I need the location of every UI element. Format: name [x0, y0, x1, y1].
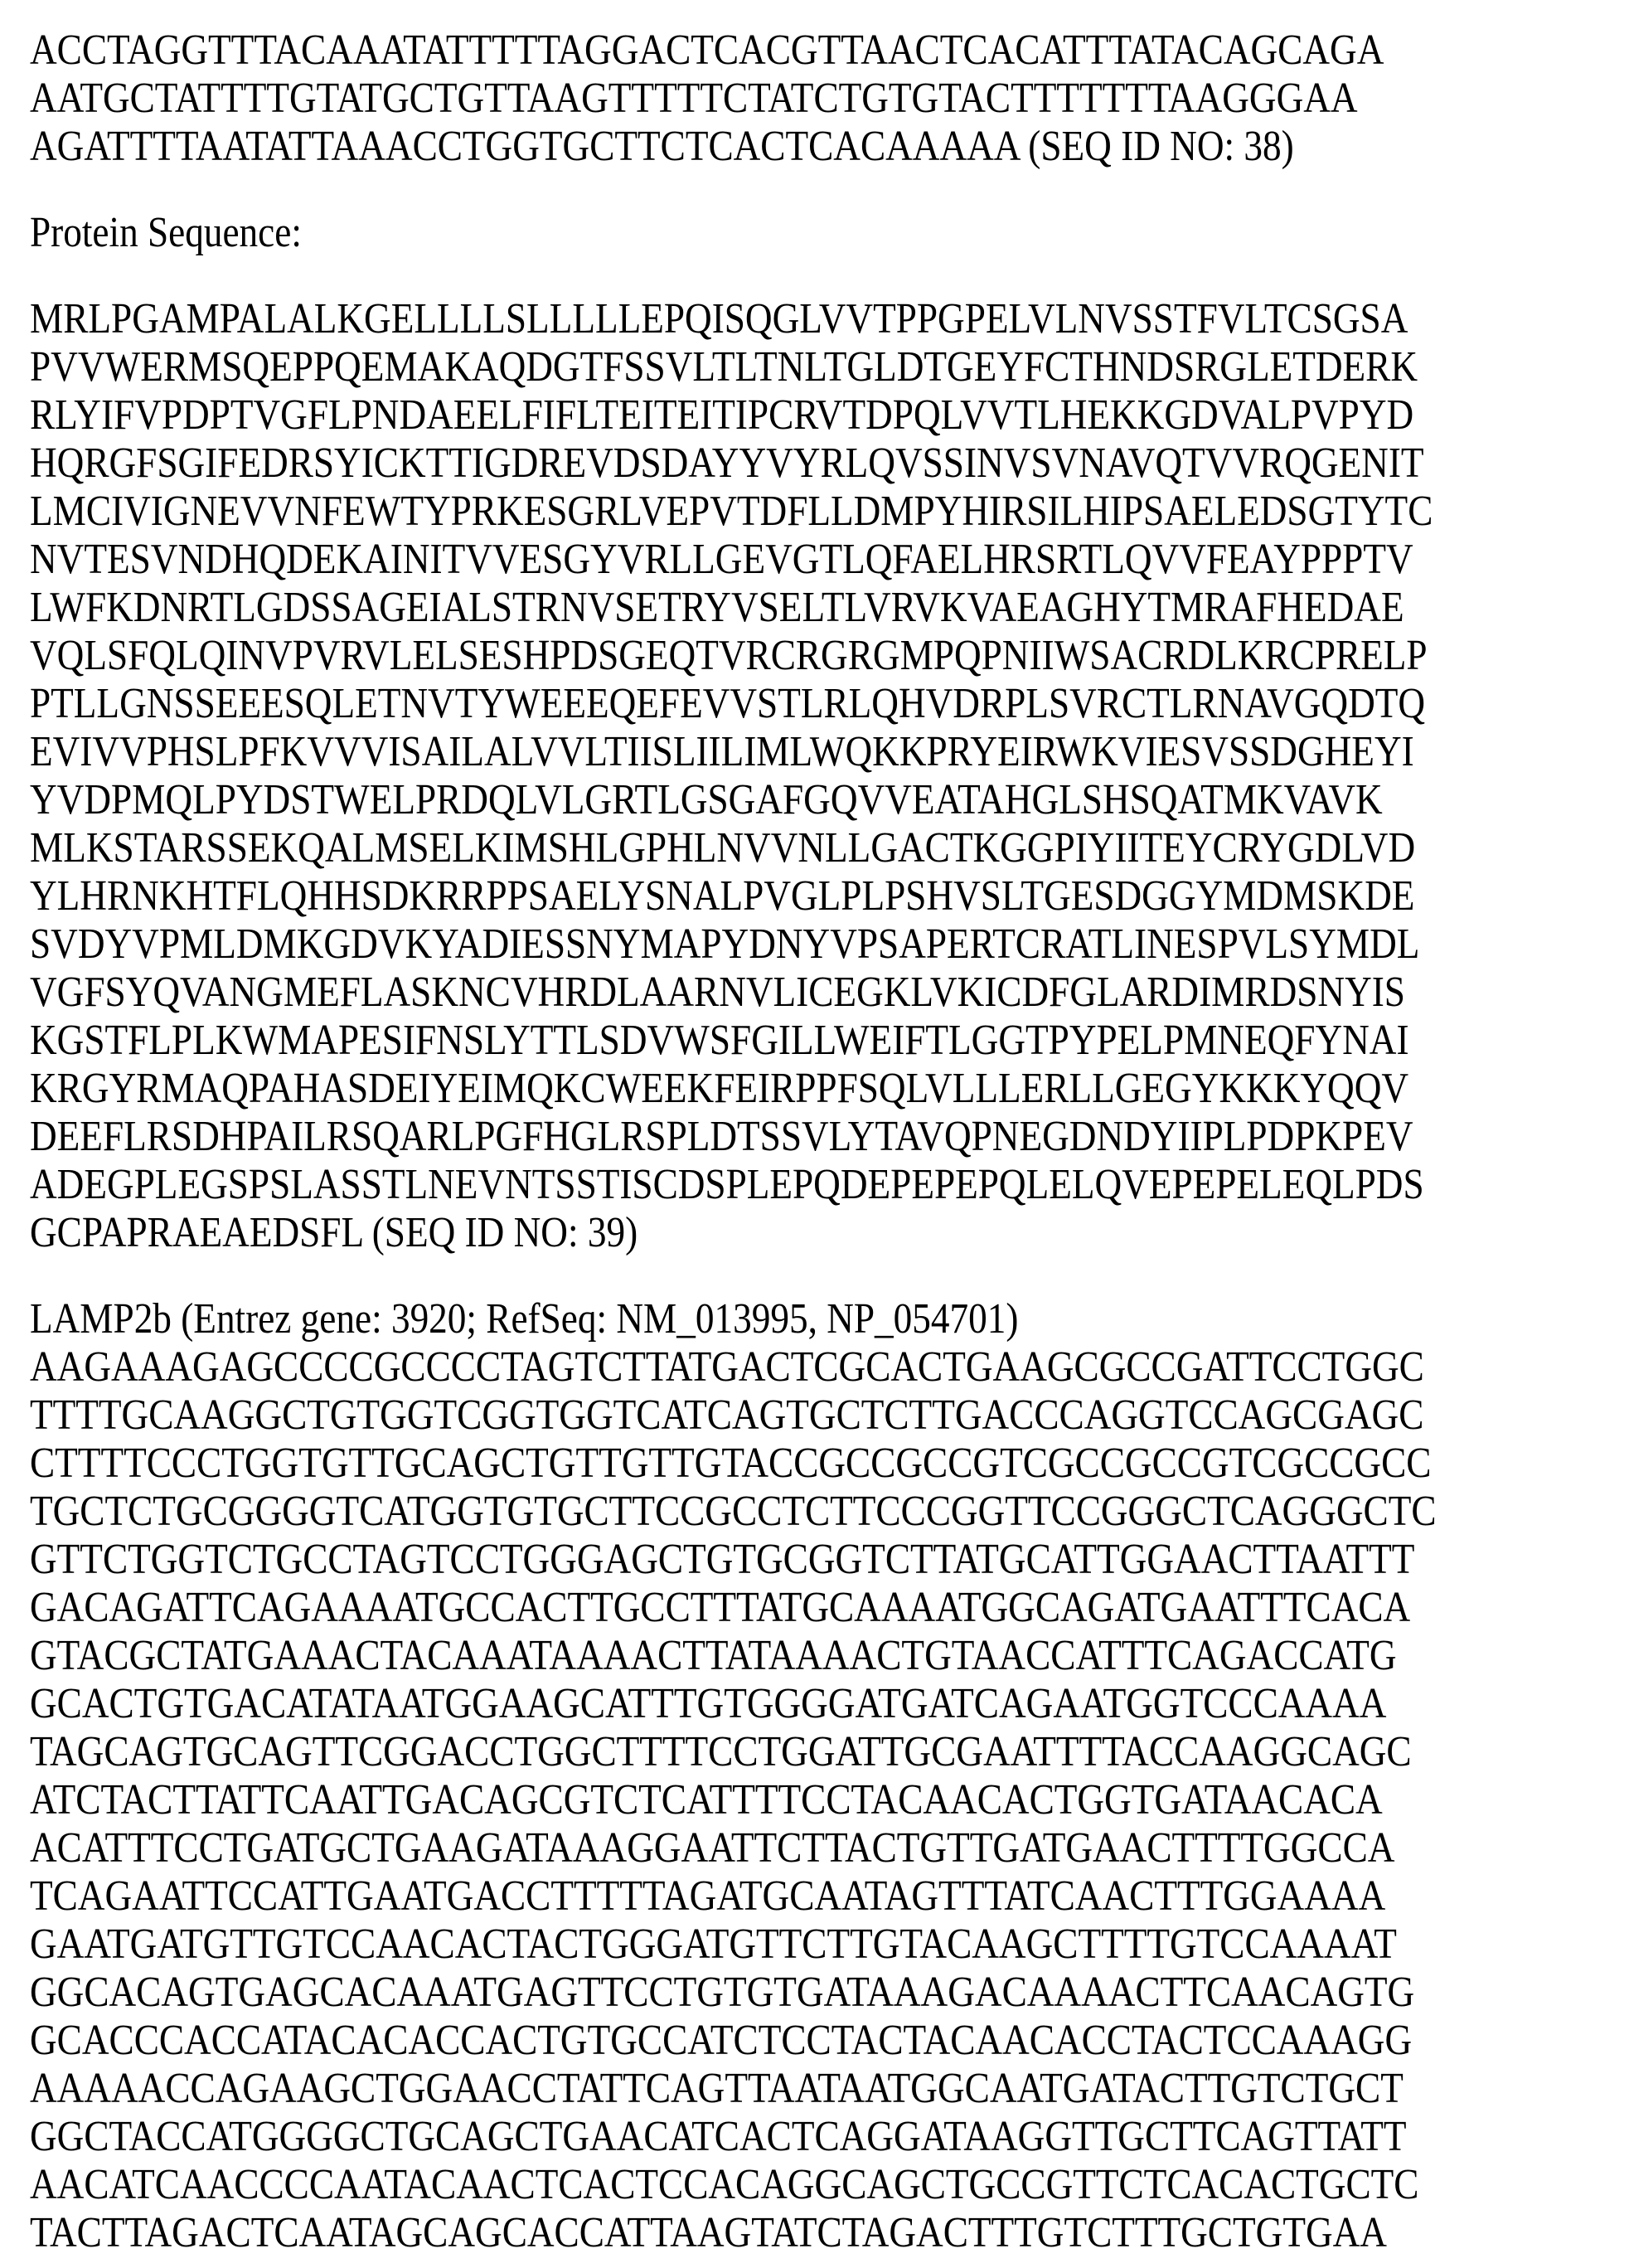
protein-heading-block: [30, 209, 1617, 257]
sequence-line: VQLSFQLQINVPVRVLELSESHPDSGEQTVRCRGRGMPQPNIIWSACRDLKRCPRELP: [30, 632, 1617, 680]
sequence-line: KGSTFLPLKWMAPESIFNSLYTTLSDVWSFGILLWEIFTLGGTPYPELPMNEQFYNAI: [30, 1017, 1617, 1065]
sequence-line: LWFKDNRTLGDSSAGEIALSTRNVSETRYVSELTLVRVKVAEAGHYTMRAFHEDAE: [30, 584, 1617, 632]
sequence-line: TGCTCTGCGGGGTCATGGTGTGCTTCCGCCTCTTCCCGGTTCCGGGCTCAGGGCTC: [30, 1488, 1617, 1536]
sequence-line: GCPAPRAEAEDSFL (SEQ ID NO: 39): [30, 1209, 1617, 1257]
sequence-line: AACATCAACCCCAATACAACTCACTCCACAGGCAGCTGCCGTTCTCACACTGCTC: [30, 2161, 1617, 2209]
sequence-line: GACAGATTCAGAAAATGCCACTTGCCTTTATGCAAAATGGCAGATGAATTTCACA: [30, 1584, 1617, 1632]
sequence-line: GGCTACCATGGGGCTGCAGCTGAACATCACTCAGGATAAGGTTGCTTCAGTTATT: [30, 2113, 1617, 2161]
seq38-tail-block: [30, 27, 1617, 171]
sequence-line: AGATTTTAATATTAAACCTGGTGCTTCTCACTCACAAAAA (SEQ ID NO: 38): [30, 123, 1617, 171]
sequence-line: GTACGCTATGAAACTACAAATAAAACTTATAAAACTGTAACCATTTCAGACCATG: [30, 1632, 1617, 1680]
lamp2b-heading: LAMP2b (Entrez gene: 3920; RefSeq: NM_013995, NP_054701): [30, 1295, 1617, 1343]
sequence-line: GGCACAGTGAGCACAAATGAGTTCCTGTGTGATAAAGACAAAACTTCAACAGTG: [30, 1969, 1617, 2017]
sequence-line: VGFSYQVANGMEFLASKNCVHRDLAARNVLICEGKLVKICDFGLARDIMRDSNYIS: [30, 969, 1617, 1017]
sequence-line: SVDYVPMLDMKGDVKYADIESSNYMAPYDNYVPSAPERTCRATLINESPVLSYMDL: [30, 920, 1617, 969]
sequence-line: NVTESVNDHQDEKAINITVVESGYVRLLGEVGTLQFAELHRSRTLQVVFEAYPPPTV: [30, 536, 1617, 584]
sequence-line: ACCTAGGTTTACAAATATTTTTAGGACTCACGTTAACTCACATTTATACAGCAGA: [30, 27, 1617, 75]
sequence-line: AAAAACCAGAAGCTGGAACCTATTCAGTTAATAATGGCAATGATACTTGTCTGCT: [30, 2065, 1617, 2113]
sequence-line: AAGAAAGAGCCCCGCCCCTAGTCTTATGACTCGCACTGAAGCGCCGATTCCTGGC: [30, 1343, 1617, 1391]
sequence-line: DEEFLRSDHPAILRSQARLPGFHGLRSPLDTSSVLYTAVQPNEGDNDYIIPLPDPKPEV: [30, 1113, 1617, 1161]
sequence-line: ATCTACTTATTCAATTGACAGCGTCTCATTTTCCTACAACACTGGTGATAACACA: [30, 1776, 1617, 1824]
protein-seq39-block: [30, 295, 1617, 1257]
sequence-line: LMCIVIGNEVVNFEWTYPRKESGRLVEPVTDFLLDMPYHIRSILHIPSAELEDSGTYTC: [30, 488, 1617, 536]
sequence-line: EVIVVPHSLPFKVVVISAILALVVLTIISLIILIMLWQKKPRYEIRWKVIESVSSDGHEYI: [30, 728, 1617, 776]
sequence-line: YVDPMQLPYDSTWELPRDQLVLGRTLGSGAFGQVVEATAHGLSHSQATMKVAVK: [30, 776, 1617, 824]
sequence-line: KRGYRMAQPAHASDEIYEIMQKCWEEKFEIRPPFSQLVLLLERLLGEGYKKKYQQV: [30, 1065, 1617, 1113]
sequence-line: ADEGPLEGSPSLASSTLNEVNTSSTISCDSPLEPQDEPEPEPQLELQVEPEPELEQLPDS: [30, 1161, 1617, 1209]
sequence-line: TTTTGCAAGGCTGTGGTCGGTGGTCATCAGTGCTCTTGACCCAGGTCCAGCGAGC: [30, 1391, 1617, 1440]
sequence-line: PVVWERMSQEPPQEMAKAQDGTFSSVLTLTNLTGLDTGEYFCTHNDSRGLETDERK: [30, 343, 1617, 391]
sequence-line: RLYIFVPDPTVGFLPNDAEELFIFLTEITEITIPCRVTDPQLVVTLHEKKGDVALPVPYD: [30, 391, 1617, 440]
sequence-line: PTLLGNSSEEESQLETNVTYWEEEQEFEVVSTLRLQHVDRPLSVRCTLRNAVGQDTQ: [30, 680, 1617, 728]
sequence-line: MLKSTARSSEKQALMSELKIMSHLGPHLNVVNLLGACTKGGPIYIITEYCRYGDLVD: [30, 824, 1617, 872]
sequence-line: AATGCTATTTTGTATGCTGTTAAGTTTTTCTATCTGTGTACTTTTTTTAAGGGAA: [30, 75, 1617, 123]
sequence-line: TCAGAATTCCATTGAATGACCTTTTTAGATGCAATAGTTTATCAACTTTGGAAAA: [30, 1872, 1617, 1921]
sequence-line: GCACCCACCATACACACCACTGTGCCATCTCCTACTACAACACCTACTCCAAAGG: [30, 2017, 1617, 2065]
sequence-line: MRLPGAMPALALKGELLLLSLLLLLEPQISQGLVVTPPGPELVLNVSSTFVLTCSGSA: [30, 295, 1617, 343]
lamp2b-dna-block: [30, 1343, 1617, 2257]
lamp2b-section: [30, 1295, 1617, 2257]
sequence-line: GAATGATGTTGTCCAACACTACTGGGATGTTCTTGTACAAGCTTTTGTCCAAAAT: [30, 1921, 1617, 1969]
sequence-line: GTTCTGGTCTGCCTAGTCCTGGGAGCTGTGCGGTCTTATGCATTGGAACTTAATTT: [30, 1536, 1617, 1584]
sequence-line: YLHRNKHTFLQHHSDKRRPPSAELYSNALPVGLPLPSHVSLTGESDGGYMDMSKDE: [30, 872, 1617, 920]
sequence-line: CTTTTCCCTGGTGTTGCAGCTGTTGTTGTACCGCCGCCGTCGCCGCCGTCGCCGCC: [30, 1440, 1617, 1488]
sequence-line: HQRGFSGIFEDRSYICKTTIGDREVDSDAYYVYRLQVSSINVSVNAVQTVVRQGENIT: [30, 440, 1617, 488]
protein-sequence-heading: Protein Sequence:: [30, 209, 1617, 257]
sequence-line: TAGCAGTGCAGTTCGGACCTGGCTTTTCCTGGATTGCGAATTTTACCAAGGCAGC: [30, 1728, 1617, 1776]
sequence-line: TACTTAGACTCAATAGCAGCACCATTAAGTATCTAGACTTTGTCTTTGCTGTGAA: [30, 2209, 1617, 2257]
sequence-line: GCACTGTGACATATAATGGAAGCATTTGTGGGGATGATCAGAATGGTCCCAAAA: [30, 1680, 1617, 1728]
document-page: [30, 27, 1617, 2257]
sequence-line: ACATTTCCTGATGCTGAAGATAAAGGAATTCTTACTGTTGATGAACTTTTGGCCA: [30, 1824, 1617, 1872]
